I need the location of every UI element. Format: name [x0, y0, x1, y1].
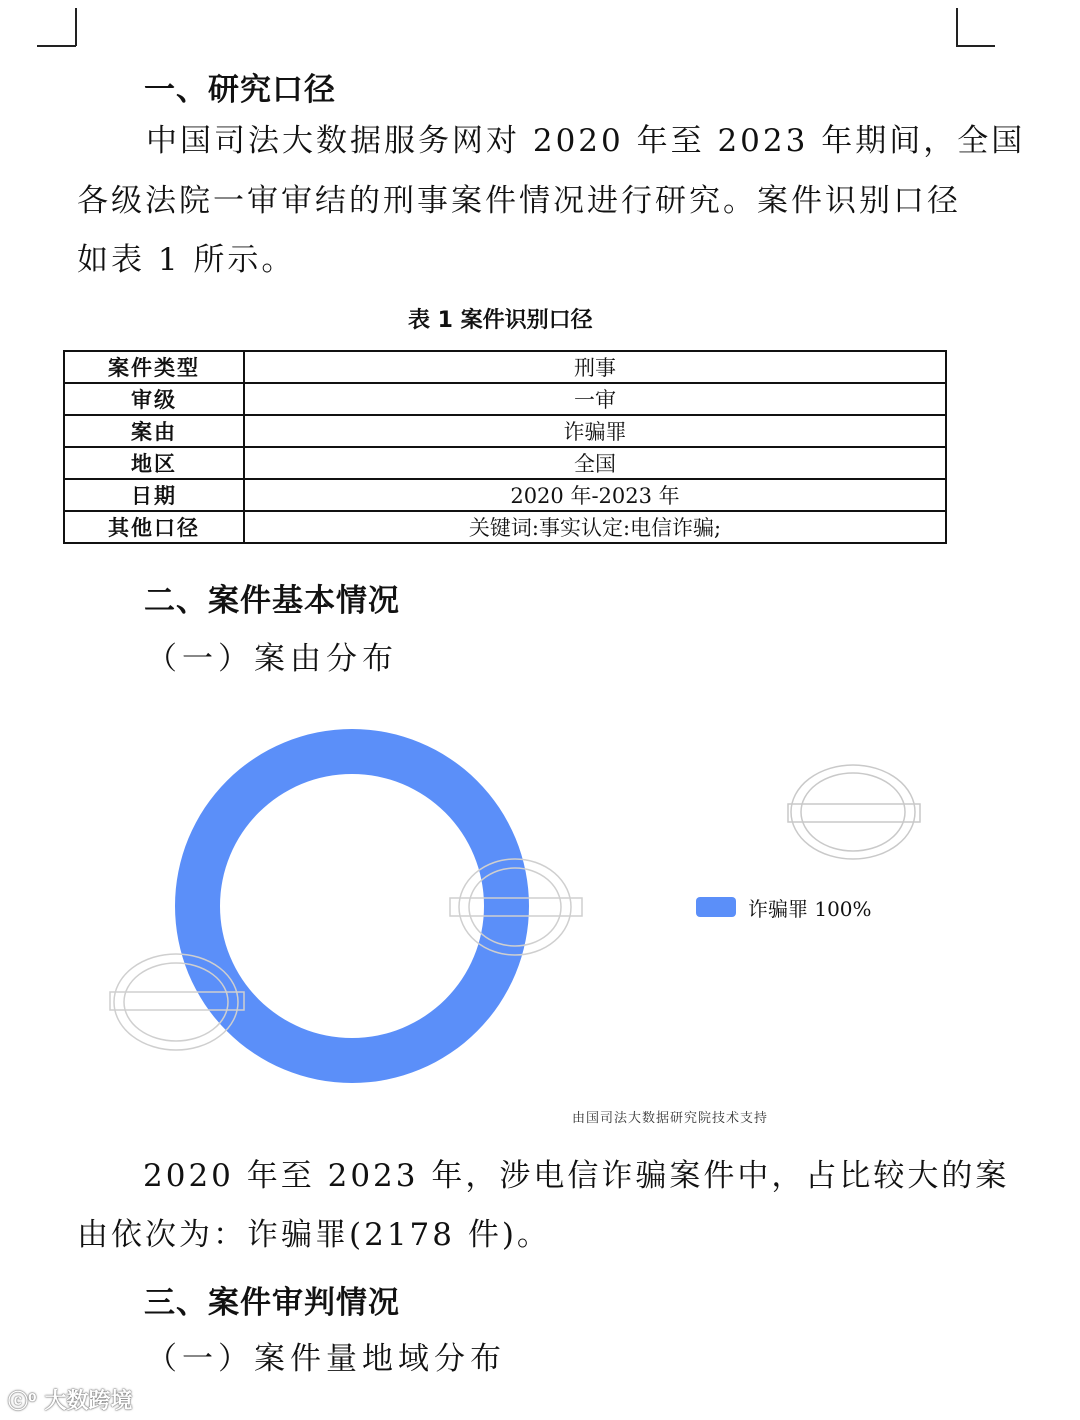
watermark-brand: [8, 1384, 132, 1415]
crop-mark-top-left-vertical: [75, 8, 77, 46]
watermark-logo-icon: ⓒ⁰: [8, 1389, 37, 1413]
paragraph-cause-line-1: 2020 年至 2023 年，涉电信诈骗案件中，占比较大的案: [143, 1158, 1010, 1194]
watermark-text: 大数跨境: [44, 1389, 133, 1414]
legend-swatch-fraud: [696, 897, 736, 917]
paragraph-line-3: 如表 1 所示。: [77, 242, 296, 278]
table-row: [64, 511, 946, 543]
donut-chart: [0, 700, 1080, 1140]
table-key-cell: 地区: [64, 447, 244, 479]
seal-stamp-icon: [788, 765, 920, 859]
table-key-cell: 案件类型: [64, 351, 244, 383]
table-key-cell: 审级: [64, 383, 244, 415]
table-row: [64, 447, 946, 479]
table-value-cell: 一审: [244, 383, 946, 415]
donut-slices: [175, 729, 529, 1083]
case-criteria-table: [63, 350, 947, 544]
table-row: [64, 351, 946, 383]
paragraph-line-1: 中国司法大数据服务网对 2020 年至 2023 年期间，全国: [146, 123, 1026, 159]
table-row: [64, 479, 946, 511]
table-row: [64, 415, 946, 447]
paragraph-line-2: 各级法院一审审结的刑事案件情况进行研究。案件识别口径: [77, 183, 961, 219]
table-value-cell: 诈骗罪: [244, 415, 946, 447]
section-heading-research-scope: 一、研究口径: [144, 72, 336, 108]
table-caption: 表 1 案件识别口径: [408, 308, 593, 333]
donut-slice-0: [175, 729, 529, 1083]
table-key-cell: 案由: [64, 415, 244, 447]
section-heading-basic-situation: 二、案件基本情况: [144, 583, 400, 619]
subheading-cause-distribution: （一）案由分布: [146, 641, 398, 677]
table-value-cell: 关键词:事实认定:电信诈骗;: [244, 511, 946, 543]
paragraph-cause-line-2: 由依次为：诈骗罪(2178 件)。: [77, 1217, 551, 1253]
table-key-cell: 其他口径: [64, 511, 244, 543]
table-key-cell: 日期: [64, 479, 244, 511]
table-value-cell: 刑事: [244, 351, 946, 383]
table-value-cell: 全国: [244, 447, 946, 479]
crop-mark-top-right-vertical: [956, 8, 958, 46]
table-value-cell: 2020 年-2023 年: [244, 479, 946, 511]
chart-source-note: 由国司法大数据研究院技术支持: [572, 1111, 769, 1126]
subheading-regional-distribution: （一）案件量地域分布: [146, 1341, 506, 1377]
crop-mark-top-left-horizontal: [37, 45, 76, 47]
table-row: [64, 383, 946, 415]
section-heading-trial-situation: 三、案件审判情况: [144, 1285, 400, 1321]
legend-label-fraud: 诈骗罪 100%: [748, 897, 872, 921]
crop-mark-top-right-horizontal: [956, 45, 995, 47]
